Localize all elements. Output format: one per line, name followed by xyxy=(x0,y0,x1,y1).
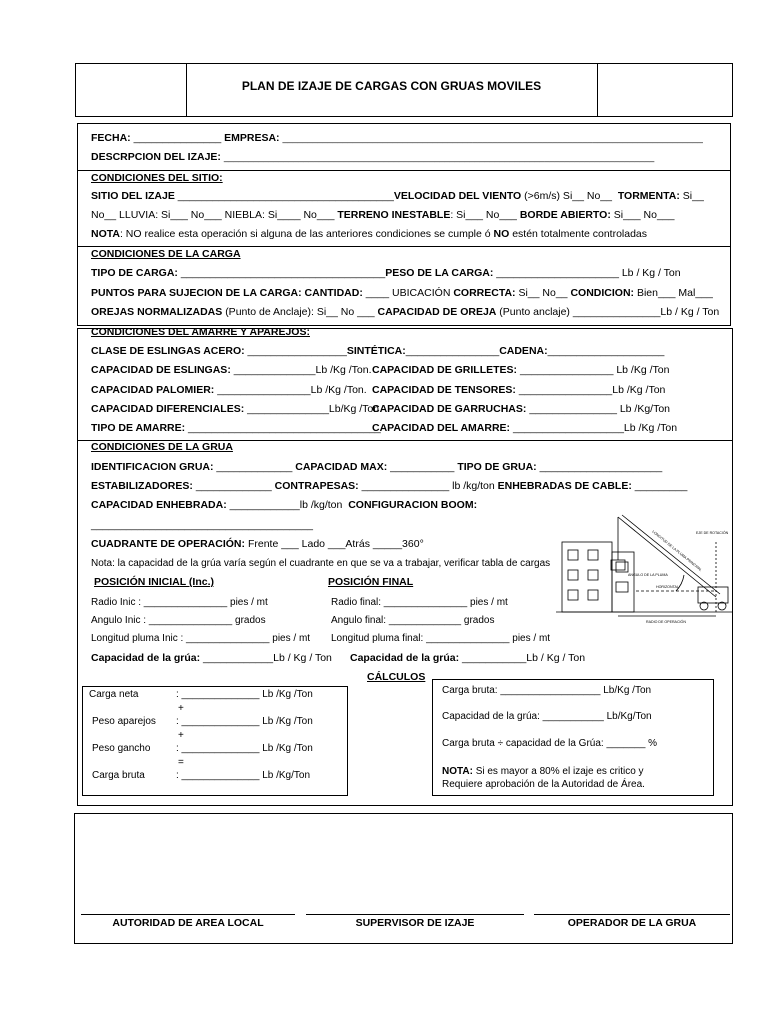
equals: = xyxy=(178,757,184,768)
sintetica: SINTÉTICA: xyxy=(346,345,406,357)
calc-nota-label: NOTA: xyxy=(442,766,473,777)
tipo-amarre-blank[interactable]: _________________________________ xyxy=(188,422,381,434)
calc-carga-bruta[interactable]: Carga bruta: __________________ Lb/Kg /Ton xyxy=(442,685,652,696)
diagram-label-longitud: LONGITUD DE LA PLUMA PRINCIPAL xyxy=(651,529,703,573)
sitio-row-1 xyxy=(91,190,704,203)
tipo-grua: TIPO DE GRUA: xyxy=(457,461,537,473)
diagram-label-eje: EJE DE ROTACIÓN xyxy=(696,531,729,535)
correcta-options[interactable]: Si__ No__ xyxy=(518,287,568,299)
identificacion-blank[interactable]: _____________ xyxy=(216,461,293,473)
sitio-blank[interactable]: _____________________________________ xyxy=(177,190,394,202)
orejas: OREJAS NORMALIZADAS xyxy=(91,306,223,318)
grua-row-3 xyxy=(91,499,477,512)
peso-carga-blank[interactable]: _____________________ xyxy=(496,267,619,279)
firma-supervisor: SUPERVISOR DE IZAJE xyxy=(355,917,475,929)
calc-nota-1 xyxy=(442,765,644,778)
carga-bruta-value[interactable]: : ______________ Lb /Kg/Ton xyxy=(176,770,311,781)
sitio-row-2 xyxy=(91,209,674,222)
cantidad-blank[interactable]: ____ UBICACIÓN xyxy=(365,287,451,299)
cadena: CADENA: xyxy=(499,345,548,357)
peso-gancho-value[interactable]: : ______________ Lb /Kg /Ton xyxy=(176,743,313,754)
cap-grua-a-blank[interactable]: ____________Lb / Kg / Ton xyxy=(203,652,332,664)
calculos-heading: CÁLCULOS xyxy=(367,671,426,683)
calc-capacidad[interactable]: Capacidad de la grúa: ___________ Lb/Kg/Ton xyxy=(442,711,652,722)
firma-operador: OPERADOR DE LA GRUA xyxy=(567,917,697,929)
cantidad: : CANTIDAD: xyxy=(298,287,363,299)
cap-grilletes: CAPACIDAD DE GRILLETES: xyxy=(372,364,518,376)
tormenta: TORMENTA: xyxy=(617,190,680,202)
calc-nota-text-1: Si es mayor a 80% el izaje es critico y xyxy=(475,766,644,777)
firma-line-supervisor xyxy=(306,914,524,915)
amarre-row-5 xyxy=(91,422,381,435)
cap-grua-b-blank[interactable]: ___________Lb / Kg / Ton xyxy=(462,652,586,664)
radio-final[interactable]: Radio final: _______________ pies / mt xyxy=(331,597,508,608)
identificacion-grua: IDENTIFICACION GRUA: xyxy=(91,461,214,473)
angulo-inic[interactable]: Angulo Inic : _______________ grados xyxy=(91,615,266,626)
fecha-text: FECHA: xyxy=(91,132,131,144)
config-boom-blank[interactable]: ______________________________________ xyxy=(91,519,313,531)
amarre-row-2 xyxy=(91,364,372,377)
diagram-label-horizontal: HORIZONTAL xyxy=(656,585,679,589)
sitio-del-izaje: SITIO DEL IZAJE xyxy=(91,190,175,202)
cap-tensores: CAPACIDAD DE TENSORES: xyxy=(372,384,516,396)
descripcion-text: DESCRPCION DEL IZAJE: xyxy=(91,151,221,163)
cap-diferenciales-blank[interactable]: ______________Lb/Kg /Ton xyxy=(247,403,380,415)
grua-nota: Nota: la capacidad de la grúa varía según el cuadrante en que se va a trabajar, verificar tabla de cargas xyxy=(91,558,551,569)
empresa-blank[interactable]: ____________________________________________________________________________________ xyxy=(282,133,703,143)
config-boom: CONFIGURACION BOOM: xyxy=(348,499,478,511)
enhebradas-cable: ENHEBRADAS DE CABLE: xyxy=(497,480,632,492)
angulo-final[interactable]: Angulo final: _____________ grados xyxy=(331,615,495,626)
carga-row-3 xyxy=(91,306,719,319)
cap-grua-a-label: Capacidad de la grúa: xyxy=(91,652,201,664)
cuadrante-row xyxy=(91,538,424,551)
cap-amarre-blank[interactable]: ___________________Lb /Kg /Ton xyxy=(512,422,678,434)
cap-grua-row-a xyxy=(91,652,332,665)
condicion-options[interactable]: Bien___ Mal___ xyxy=(636,287,713,299)
longitud-inic[interactable]: Longitud pluma Inic : _______________ pies / mt xyxy=(91,633,311,644)
orejas-options[interactable]: (Punto de Anclaje): Si__ No ___ xyxy=(225,306,375,318)
amarre-row-3 xyxy=(91,384,367,397)
contrapesas: CONTRAPESAS: xyxy=(274,480,359,492)
tipo-grua-blank[interactable]: _____________________ xyxy=(539,461,663,473)
amarre-heading: CONDICIONES DEL AMARRE Y APAREJOS: xyxy=(91,326,310,338)
amarre-row-4 xyxy=(91,403,379,416)
carga-neta-label: Carga neta xyxy=(89,689,139,700)
diagram-label-radio: RADIO DE OPERACIÓN xyxy=(646,620,686,624)
capacidad-max-blank[interactable]: ___________ xyxy=(390,461,455,473)
page-title: PLAN DE IZAJE DE CARGAS CON GRUAS MOVILES xyxy=(241,79,542,93)
cap-oreja: CAPACIDAD DE OREJA xyxy=(377,306,497,318)
lluvia-niebla[interactable]: No__ LLUVIA: Si___ No___ NIEBLA: xyxy=(91,209,265,221)
peso-gancho-label: Peso gancho xyxy=(92,743,151,754)
contrapesas-blank[interactable]: _______________ lb /kg/ton xyxy=(361,480,495,492)
calc-division[interactable]: Carga bruta ÷ capacidad de la Grúa: _______ % xyxy=(442,738,658,749)
sintetica-blank[interactable]: ________________ xyxy=(405,345,500,357)
cadena-blank[interactable]: ____________________ xyxy=(547,345,665,357)
amarre-row-1 xyxy=(91,345,664,358)
peso-aparejos-value[interactable]: : ______________ Lb /Kg /Ton xyxy=(176,716,313,727)
correcta: CORRECTA: xyxy=(453,287,516,299)
fecha-label xyxy=(91,132,703,145)
divider-carga xyxy=(77,246,731,247)
cap-grua-row-b xyxy=(350,652,585,665)
peso-unit: Lb / Kg / Ton xyxy=(621,267,681,279)
cap-eslingas: CAPACIDAD DE ESLINGAS: xyxy=(91,364,231,376)
fecha-blank[interactable]: _______________ xyxy=(133,132,222,144)
carga-row-1 xyxy=(91,267,681,280)
cuadrante-label: CUADRANTE DE OPERACIÓN: xyxy=(91,538,246,550)
divider-sitio xyxy=(77,170,731,171)
terreno-options[interactable]: : Si___ No___ xyxy=(450,209,517,221)
cap-eslingas-blank[interactable]: ______________Lb /Kg /Ton. xyxy=(233,364,372,376)
tipo-amarre: TIPO DE AMARRE: xyxy=(91,422,186,434)
grua-row-2 xyxy=(91,480,687,493)
pos-final-heading: POSICIÓN FINAL xyxy=(328,576,414,588)
cap-oreja-blank[interactable]: (Punto anclaje) _______________Lb / Kg / Ton xyxy=(499,306,720,318)
calc-nota-2: Requiere aprobación de la Autoridad de Área. xyxy=(442,779,645,790)
velocidad-options[interactable]: (>6m/s) Si__ No__ xyxy=(524,190,612,202)
clase-eslingas: CLASE DE ESLINGAS ACERO: xyxy=(91,345,245,357)
nota-text-2: estén totalmente controladas xyxy=(512,228,648,240)
borde-abierto: BORDE ABIERTO: xyxy=(519,209,611,221)
cuadrante-options[interactable]: Frente ___ Lado ___Atrás _____360° xyxy=(247,538,424,550)
tipo-carga: TIPO DE CARGA: xyxy=(91,267,178,279)
cap-palomier: CAPACIDAD PALOMIER: xyxy=(91,384,215,396)
amarre-row-4b xyxy=(372,403,670,416)
peso-carga: PESO DE LA CARGA: xyxy=(385,267,494,279)
header-divider-right xyxy=(597,63,598,117)
condicion: CONDICION: xyxy=(570,287,635,299)
estabilizadores: ESTABILIZADORES: xyxy=(91,480,193,492)
crane-diagram xyxy=(556,512,732,628)
borde-options[interactable]: Si___ No___ xyxy=(613,209,675,221)
nota-text: : NO realice esta operación si alguna de las anteriores condiciones se cumple ó xyxy=(119,228,491,240)
capacidad-max: CAPACIDAD MAX: xyxy=(295,461,388,473)
descripcion-blank[interactable]: ______________________________________________________________________________________ xyxy=(223,152,655,162)
cap-enhebrada-blank[interactable]: ____________lb /kg/ton xyxy=(229,499,343,511)
estabilizadores-blank[interactable]: _____________ xyxy=(195,480,272,492)
empresa-text: EMPRESA: xyxy=(224,132,280,144)
nota-no: NO xyxy=(493,228,510,240)
enhebradas-blank[interactable]: _________ xyxy=(634,480,688,492)
cap-garruchas-blank[interactable]: _______________ Lb /Kg/Ton xyxy=(529,403,671,415)
nota-label: NOTA xyxy=(91,228,120,240)
velocidad-viento: VELOCIDAD DEL VIENTO xyxy=(393,190,522,202)
grua-heading: CONDICIONES DE LA GRUA xyxy=(91,441,233,453)
diagram-label-angulo: ANGULO DE LA PLUMA xyxy=(628,573,668,577)
cap-grua-b-label: Capacidad de la grúa: xyxy=(350,652,460,664)
tipo-carga-blank[interactable]: ___________________________________ xyxy=(180,267,386,279)
longitud-final[interactable]: Longitud pluma final: _______________ pies / mt xyxy=(331,633,551,644)
cap-tensores-blank[interactable]: ________________Lb /Kg /Ton xyxy=(518,384,666,396)
amarre-row-2b xyxy=(372,364,669,377)
cap-grilletes-blank[interactable]: ________________ Lb /Kg /Ton xyxy=(519,364,670,376)
tormenta-si[interactable]: Si__ xyxy=(682,190,704,202)
carga-heading: CONDICIONES DE LA CARGA xyxy=(91,248,241,260)
plus-2: + xyxy=(178,730,184,741)
plus-1: + xyxy=(178,703,184,714)
firma-line-operador xyxy=(534,914,730,915)
firma-autoridad: AUTORIDAD DE AREA LOCAL xyxy=(112,917,264,929)
peso-aparejos-label: Peso aparejos xyxy=(92,716,156,727)
cap-amarre: CAPACIDAD DEL AMARRE: xyxy=(372,422,511,434)
descripcion-row xyxy=(91,151,654,164)
amarre-row-5b xyxy=(372,422,677,435)
cap-garruchas: CAPACIDAD DE GARRUCHAS: xyxy=(372,403,527,415)
niebla-options[interactable]: Si____ No___ xyxy=(267,209,335,221)
sitio-nota xyxy=(91,228,647,241)
radio-inic[interactable]: Radio Inic : _______________ pies / mt xyxy=(91,597,268,608)
sitio-heading: CONDICIONES DEL SITIO: xyxy=(91,172,223,184)
cap-palomier-blank[interactable]: ________________Lb /Kg /Ton. xyxy=(217,384,367,396)
grua-row-1 xyxy=(91,461,662,474)
carga-bruta-label: Carga bruta xyxy=(92,770,145,781)
puntos-sujecion: PUNTOS PARA SUJECION DE LA CARGA xyxy=(91,287,299,299)
firma-line-autoridad xyxy=(81,914,295,915)
cap-enhebrada: CAPACIDAD ENHEBRADA: xyxy=(91,499,227,511)
amarre-row-3b xyxy=(372,384,665,397)
carga-neta-value[interactable]: : ______________ Lb /Kg /Ton xyxy=(176,689,313,700)
terreno-inestable: TERRENO INESTABLE xyxy=(337,209,451,221)
cap-diferenciales: CAPACIDAD DIFERENCIALES: xyxy=(91,403,245,415)
carga-row-2 xyxy=(91,287,713,300)
clase-eslingas-blank[interactable]: _________________ xyxy=(247,345,347,357)
pos-inicial-heading: POSICIÓN INICIAL (Inc.) xyxy=(94,576,214,588)
